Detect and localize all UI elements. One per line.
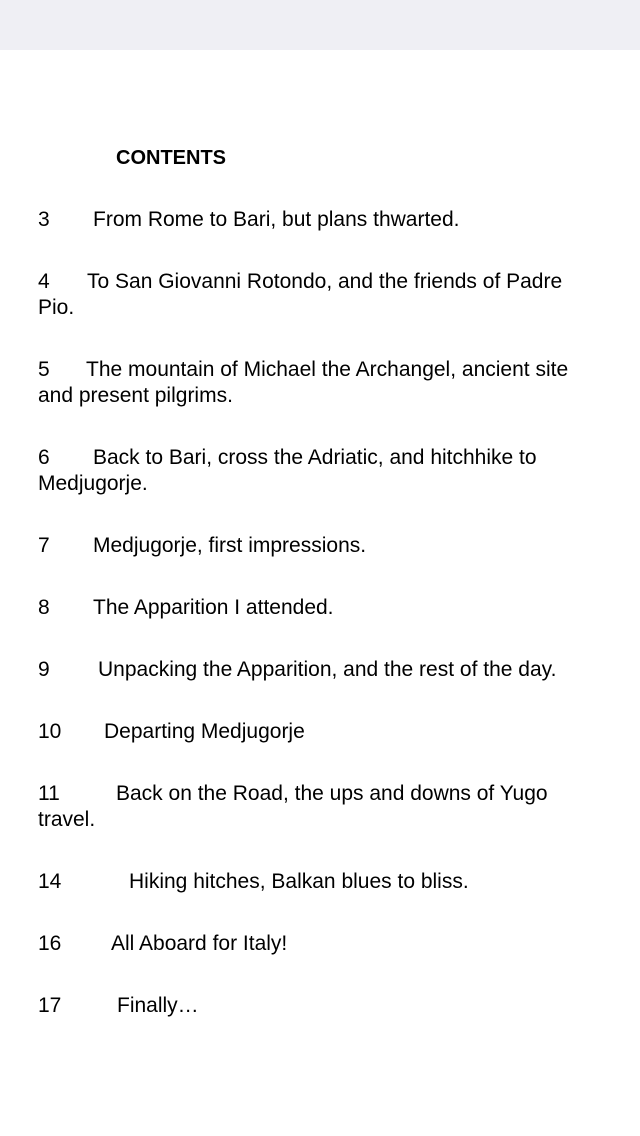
toc-entry [38, 869, 598, 895]
toc-entry-text: Medjugorje, first impressions. [93, 534, 367, 557]
toc-entry-number: 5 [38, 358, 50, 381]
toc-entry [38, 595, 598, 621]
toc-entry-number: 6 [38, 446, 50, 469]
toc-entry-number: 4 [38, 270, 50, 293]
toc-entry-text: All Aboard for Italy! [111, 932, 288, 955]
toc-entry-text: Back on the Road, the ups and downs of Yugo travel. [38, 782, 548, 831]
toc-entry-number: 7 [38, 534, 50, 557]
toc-entry [38, 993, 598, 1019]
toc-entry-number: 3 [38, 208, 50, 231]
toc-entry-text: To San Giovanni Rotondo, and the friends of Padre Pio. [38, 270, 563, 319]
toc-entry [38, 207, 598, 233]
document-page[interactable] [0, 50, 640, 1136]
toc-entry [38, 445, 598, 497]
toc-entry [38, 931, 598, 957]
toc-entry-text: The mountain of Michael the Archangel, ancient site and present pilgrims. [38, 358, 569, 407]
toc-entry-number: 10 [38, 720, 62, 743]
toc-entry-text: Unpacking the Apparition, and the rest of the day. [98, 658, 557, 681]
toc-entry-number: 16 [38, 932, 62, 955]
toc-entry-number: 17 [38, 994, 62, 1017]
toc-entry [38, 719, 598, 745]
toc-entry [38, 657, 598, 683]
toc-entry-text: Back to Bari, cross the Adriatic, and hitchhike to Medjugorje. [38, 446, 537, 495]
toc-entry-number: 8 [38, 596, 50, 619]
toc-entry-number: 11 [38, 782, 60, 805]
toc-entry-text: Hiking hitches, Balkan blues to bliss. [129, 870, 469, 893]
contents-heading: CONTENTS [116, 147, 226, 169]
toc-entry [38, 781, 598, 833]
toc-entry [38, 357, 598, 409]
top-bar [0, 0, 640, 50]
toc-entry-text: From Rome to Bari, but plans thwarted. [93, 208, 460, 231]
toc-entry [38, 533, 598, 559]
toc-entry-text: Departing Medjugorje [104, 720, 305, 743]
toc-entry [38, 269, 598, 321]
toc-entry-number: 14 [38, 870, 62, 893]
toc-entry-number: 9 [38, 658, 50, 681]
toc-entry-text: Finally… [117, 994, 199, 1017]
toc-entry-text: The Apparition I attended. [93, 596, 334, 619]
